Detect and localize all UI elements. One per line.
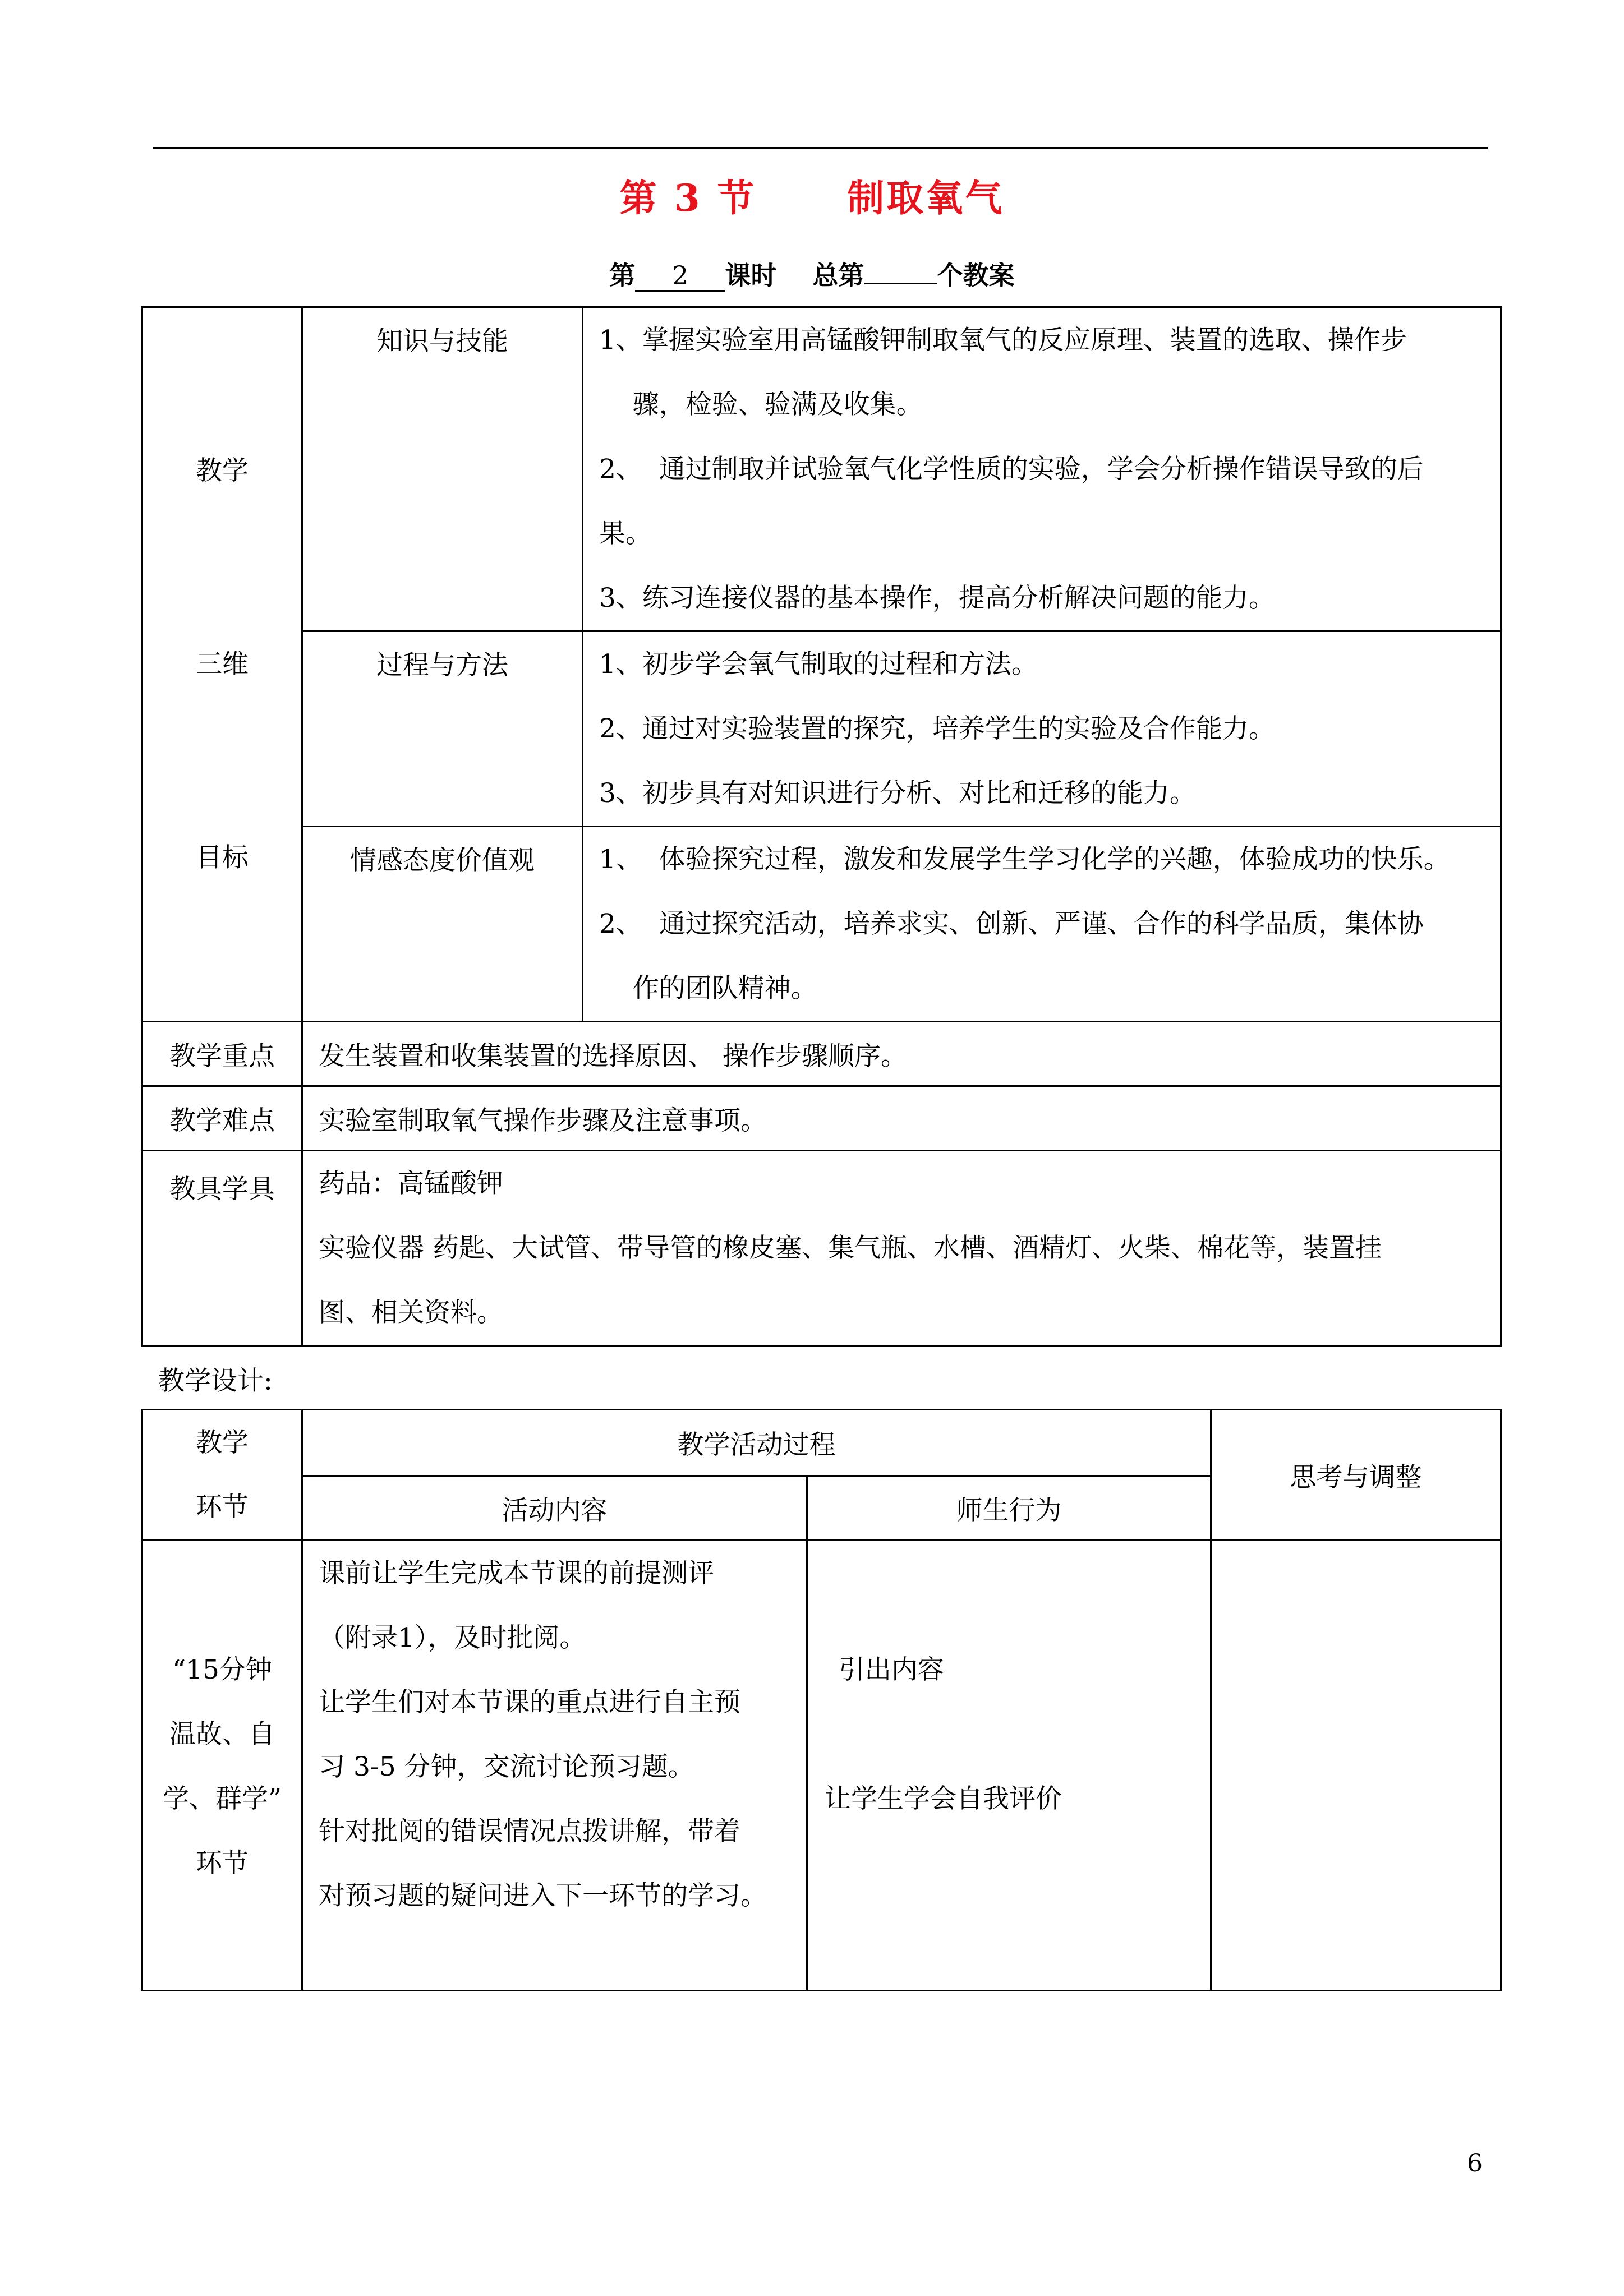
- process-header: 教学活动过程: [302, 1410, 1211, 1476]
- emotion-line: 作的团队精神。: [599, 973, 817, 1004]
- knowledge-content: [583, 307, 1501, 631]
- behavior-line: 让学生学会自我评价: [825, 1783, 1062, 1814]
- behavior-header: 师生行为: [807, 1476, 1211, 1541]
- knowledge-line: 骤，检验、验满及收集。: [599, 389, 923, 420]
- tools-line: 图、相关资料。: [319, 1297, 503, 1328]
- total-number-blank: [864, 283, 937, 284]
- page-number: 6: [1467, 2149, 1483, 2178]
- subtitle-mid: 课时 总第: [725, 260, 864, 291]
- stage-header: [142, 1410, 302, 1541]
- stage-header-line: 教学: [196, 1427, 249, 1458]
- design-table: [141, 1409, 1502, 1991]
- emotion-line: 1、 体验探究过程，激发和发展学生学习化学的兴趣，体验成功的快乐。: [599, 844, 1450, 875]
- tools-label: [142, 1151, 302, 1346]
- stage-line: 学、群学”: [162, 1783, 282, 1814]
- knowledge-line: 2、 通过制取并试验氧气化学性质的实验，学会分析操作错误导致的后: [599, 454, 1424, 485]
- knowledge-label: 知识与技能: [302, 307, 583, 631]
- difficulties-label: 教学难点: [142, 1086, 302, 1151]
- process-line: 1、初步学会氧气制取的过程和方法。: [599, 649, 1038, 680]
- stage-line: “15分钟: [172, 1654, 272, 1685]
- objectives-table: [141, 306, 1502, 1347]
- page-title: 第 3 节 制取氧气: [619, 176, 1005, 220]
- reflect-cell: [1211, 1541, 1501, 1991]
- process-label: 过程与方法: [302, 631, 583, 827]
- activity-line: 习 3-5 分钟，交流讨论预习题。: [319, 1751, 694, 1782]
- tools-label-text: 教具学具: [169, 1174, 275, 1205]
- subtitle-post: 个教案: [937, 260, 1015, 291]
- stage-line: 温故、自: [169, 1719, 275, 1750]
- activity-line: 针对批阅的错误情况点拨讲解，带着: [319, 1816, 740, 1847]
- behavior-cell: [807, 1541, 1211, 1991]
- emotion-label: 情感态度价值观: [302, 827, 583, 1022]
- key-points-label: 教学重点: [142, 1022, 302, 1086]
- activity-line: 课前让学生完成本节课的前提测评: [319, 1558, 714, 1589]
- reflect-header: 思考与调整: [1211, 1410, 1501, 1541]
- knowledge-line: 1、掌握实验室用高锰酸钾制取氧气的反应原理、装置的选取、操作步: [599, 325, 1407, 356]
- objectives-label-line: 三维: [196, 649, 249, 680]
- tools-content: [302, 1151, 1501, 1346]
- design-label: 教学设计:: [158, 1366, 273, 1396]
- lesson-number-blank: 2: [635, 261, 725, 292]
- activity-line: 对预习题的疑问进入下一环节的学习。: [319, 1880, 767, 1911]
- emotion-content: [583, 827, 1501, 1022]
- objectives-label-line: 教学: [196, 455, 249, 486]
- lesson-subtitle: [0, 255, 1624, 292]
- activity-line: （附录1），及时批阅。: [319, 1622, 586, 1653]
- activity-line: 让学生们对本节课的重点进行自主预: [319, 1687, 740, 1718]
- content-header: 活动内容: [302, 1476, 807, 1541]
- key-points-text: 发生装置和收集装置的选择原因、 操作步骤顺序。: [302, 1022, 1501, 1086]
- emotion-line: 2、 通过探究活动，培养求实、创新、严谨、合作的科学品质，集体协: [599, 909, 1424, 939]
- objectives-label-line: 目标: [196, 842, 249, 873]
- behavior-line: 引出内容: [839, 1654, 944, 1685]
- header-rule: [153, 147, 1488, 149]
- knowledge-line: 3、练习连接仪器的基本操作，提高分析解决问题的能力。: [599, 583, 1275, 614]
- tools-line: 实验仪器 药匙、大试管、带导管的橡皮塞、集气瓶、水槽、酒精灯、火柴、棉花等，装置挂: [319, 1233, 1382, 1264]
- objectives-row-label: [142, 307, 302, 1022]
- difficulties-text: 实验室制取氧气操作步骤及注意事项。: [302, 1086, 1501, 1151]
- tools-line: 药品：高锰酸钾: [319, 1168, 503, 1199]
- process-content: [583, 631, 1501, 827]
- subtitle-pre: 第: [609, 260, 636, 291]
- stage-header-line: 环节: [196, 1492, 249, 1523]
- stage-cell: [142, 1541, 302, 1991]
- knowledge-line: 果。: [599, 518, 652, 549]
- process-line: 3、初步具有对知识进行分析、对比和迁移的能力。: [599, 778, 1196, 809]
- process-line: 2、通过对实验装置的探究，培养学生的实验及合作能力。: [599, 713, 1275, 744]
- stage-line: 环节: [196, 1848, 249, 1879]
- activity-content-cell: [302, 1541, 807, 1991]
